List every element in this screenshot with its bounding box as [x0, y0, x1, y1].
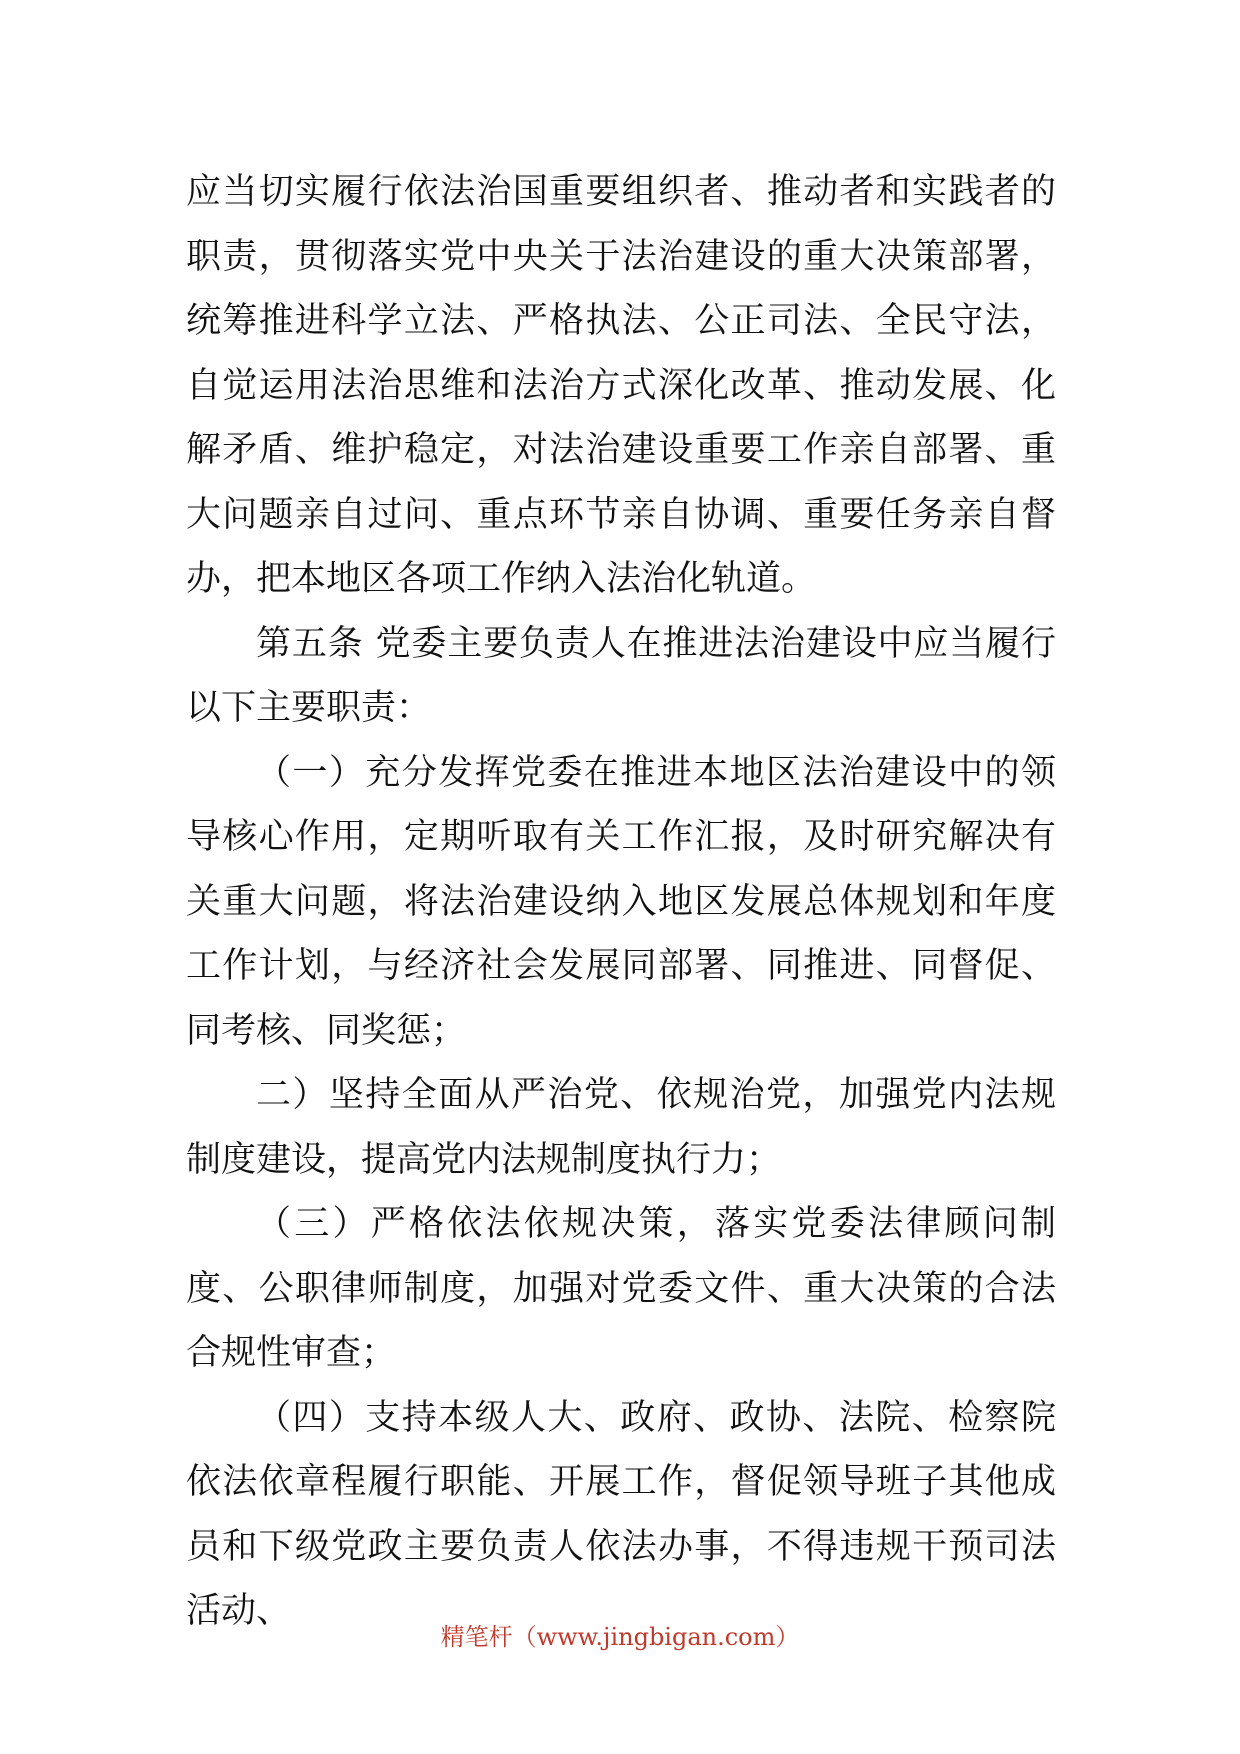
paragraph-item-two: 二）坚持全面从严治党、依规治党，加强党内法规制度建设，提高党内法规制度执行力； — [186, 1075, 1056, 1180]
footer-watermark: 精笔杆（www.jingbigan.com） — [440, 1623, 800, 1651]
paragraph-item-one: （一）充分发挥党委在推进本地区法治建设中的领导核心作用，定期听取有关工作汇报，及时研究解决有关重大问题，将法治建设纳入地区发展总体规划和年度工作计划，与经济社会发展同部署、同推进、同督促、同考核、同奖惩； — [186, 752, 1056, 1051]
paragraph-item-three: （三）严格依法依规决策，落实党委法律顾问制度、公职律师制度，加强对党委文件、重大决策的合法合规性审查； — [186, 1204, 1056, 1373]
paragraph-item-four: （四）支持本级人大、政府、政协、法院、检察院依法依章程履行职能、开展工作，督促领导班子其他成员和下级党政主要负责人依法办事，不得违规干预司法活动、 — [186, 1397, 1056, 1631]
paragraph-continuation: 应当切实履行依法治国重要组织者、推动者和实践者的职责，贯彻落实党中央关于法治建设的重大决策部署，统筹推进科学立法、严格执法、公正司法、全民守法，自觉运用法治思维和法治方式深化改革、推动发展、化解矛盾、维护稳定，对法治建设重要工作亲自部署、重大问题亲自过问、重点环节亲自协调、重要任务亲自督办，把本地区各项工作纳入法治化轨道。 — [186, 172, 1056, 599]
document-body — [186, 160, 1056, 1644]
paragraph-article-five: 第五条 党委主要负责人在推进法治建设中应当履行以下主要职责： — [186, 623, 1056, 728]
